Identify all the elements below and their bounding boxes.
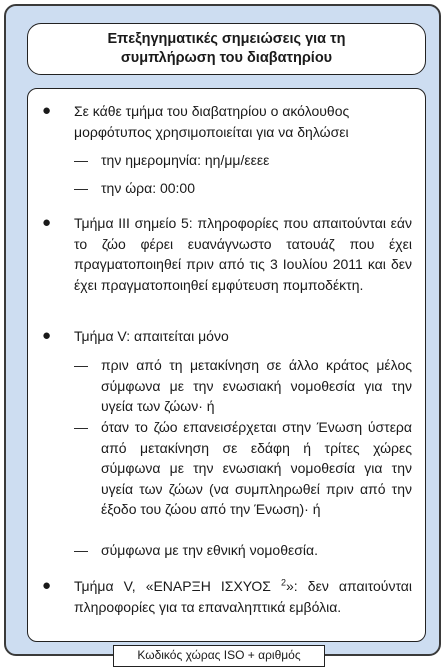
bullet-icon: ● <box>42 327 52 344</box>
title-line-2: συμπλήρωση του διαβατηρίου <box>120 50 333 66</box>
passport-page-panel <box>4 4 441 656</box>
dash-icon: — <box>74 357 88 373</box>
note-4-text-before: Τμήμα V, «ΕΝΑΡΞΗ ΙΣΧΥΟΣ <box>74 578 281 594</box>
note-4-text <box>74 576 412 617</box>
note-1-line-2: μορφότυπος χρησιμοποιείται για να δηλώσει <box>74 124 349 140</box>
dash-icon: — <box>74 180 88 196</box>
footnote-marker: 2 <box>281 577 287 588</box>
note-3-text: Τμήμα V: απαιτείται μόνο <box>74 328 229 344</box>
footer-label: Κωδικός χώρας ISO + αριθμός <box>113 645 325 667</box>
note-3-sub-3: σύμφωνα με την εθνική νομοθεσία. <box>101 542 318 558</box>
notes-box <box>27 88 426 642</box>
dash-icon: — <box>74 419 88 435</box>
note-1-sub-2: την ώρα: 00:00 <box>101 180 196 196</box>
dash-icon: — <box>74 542 88 558</box>
dash-icon: — <box>74 152 88 168</box>
bullet-icon: ● <box>42 577 52 594</box>
note-2-text: Τμήμα III σημείο 5: πληροφορίες που απαιτούνται εάν το ζώο φέρει ευανάγνωστο τατουάζ που έχει πραγματοποιηθεί πριν από τις 3 Ιουλίου 2011 και δεν έχει πραγματοποιηθεί εμφύτευση πομποδέκτη. <box>74 215 412 293</box>
note-3-sub-1: πριν από τη μετακίνηση σε άλλο κράτος μέλος σύμφωνα με την ενωσιακή νομοθεσία για την υγεία των ζώων· ή <box>101 357 412 414</box>
title-line-1: Επεξηγηματικές σημειώσεις για τη <box>107 31 346 47</box>
title-box <box>27 23 426 75</box>
note-1-sub-1: την ημερομηνία: ηη/μμ/εεεε <box>101 152 270 168</box>
bullet-icon: ● <box>42 102 52 119</box>
note-3-sub-2: όταν το ζώο επανεισέρχεται στην Ένωση ύστερα από μετακίνηση σε εδάφη ή τρίτες χώρες σύμφωνα με την ενωσιακή νομοθεσία για την υγεία των ζώων (να συμπληρωθεί πριν από την έξοδο του ζώου από την Ένωση)· ή <box>101 419 412 517</box>
note-1-line-1: Σε κάθε τμήμα του διαβατηρίου ο ακόλουθος <box>74 103 350 119</box>
bullet-icon: ● <box>42 214 52 231</box>
note-4-text-after: »: δεν απαιτούνται πληροφορίες για τα επαναληπτικά εμβόλια. <box>74 578 413 615</box>
